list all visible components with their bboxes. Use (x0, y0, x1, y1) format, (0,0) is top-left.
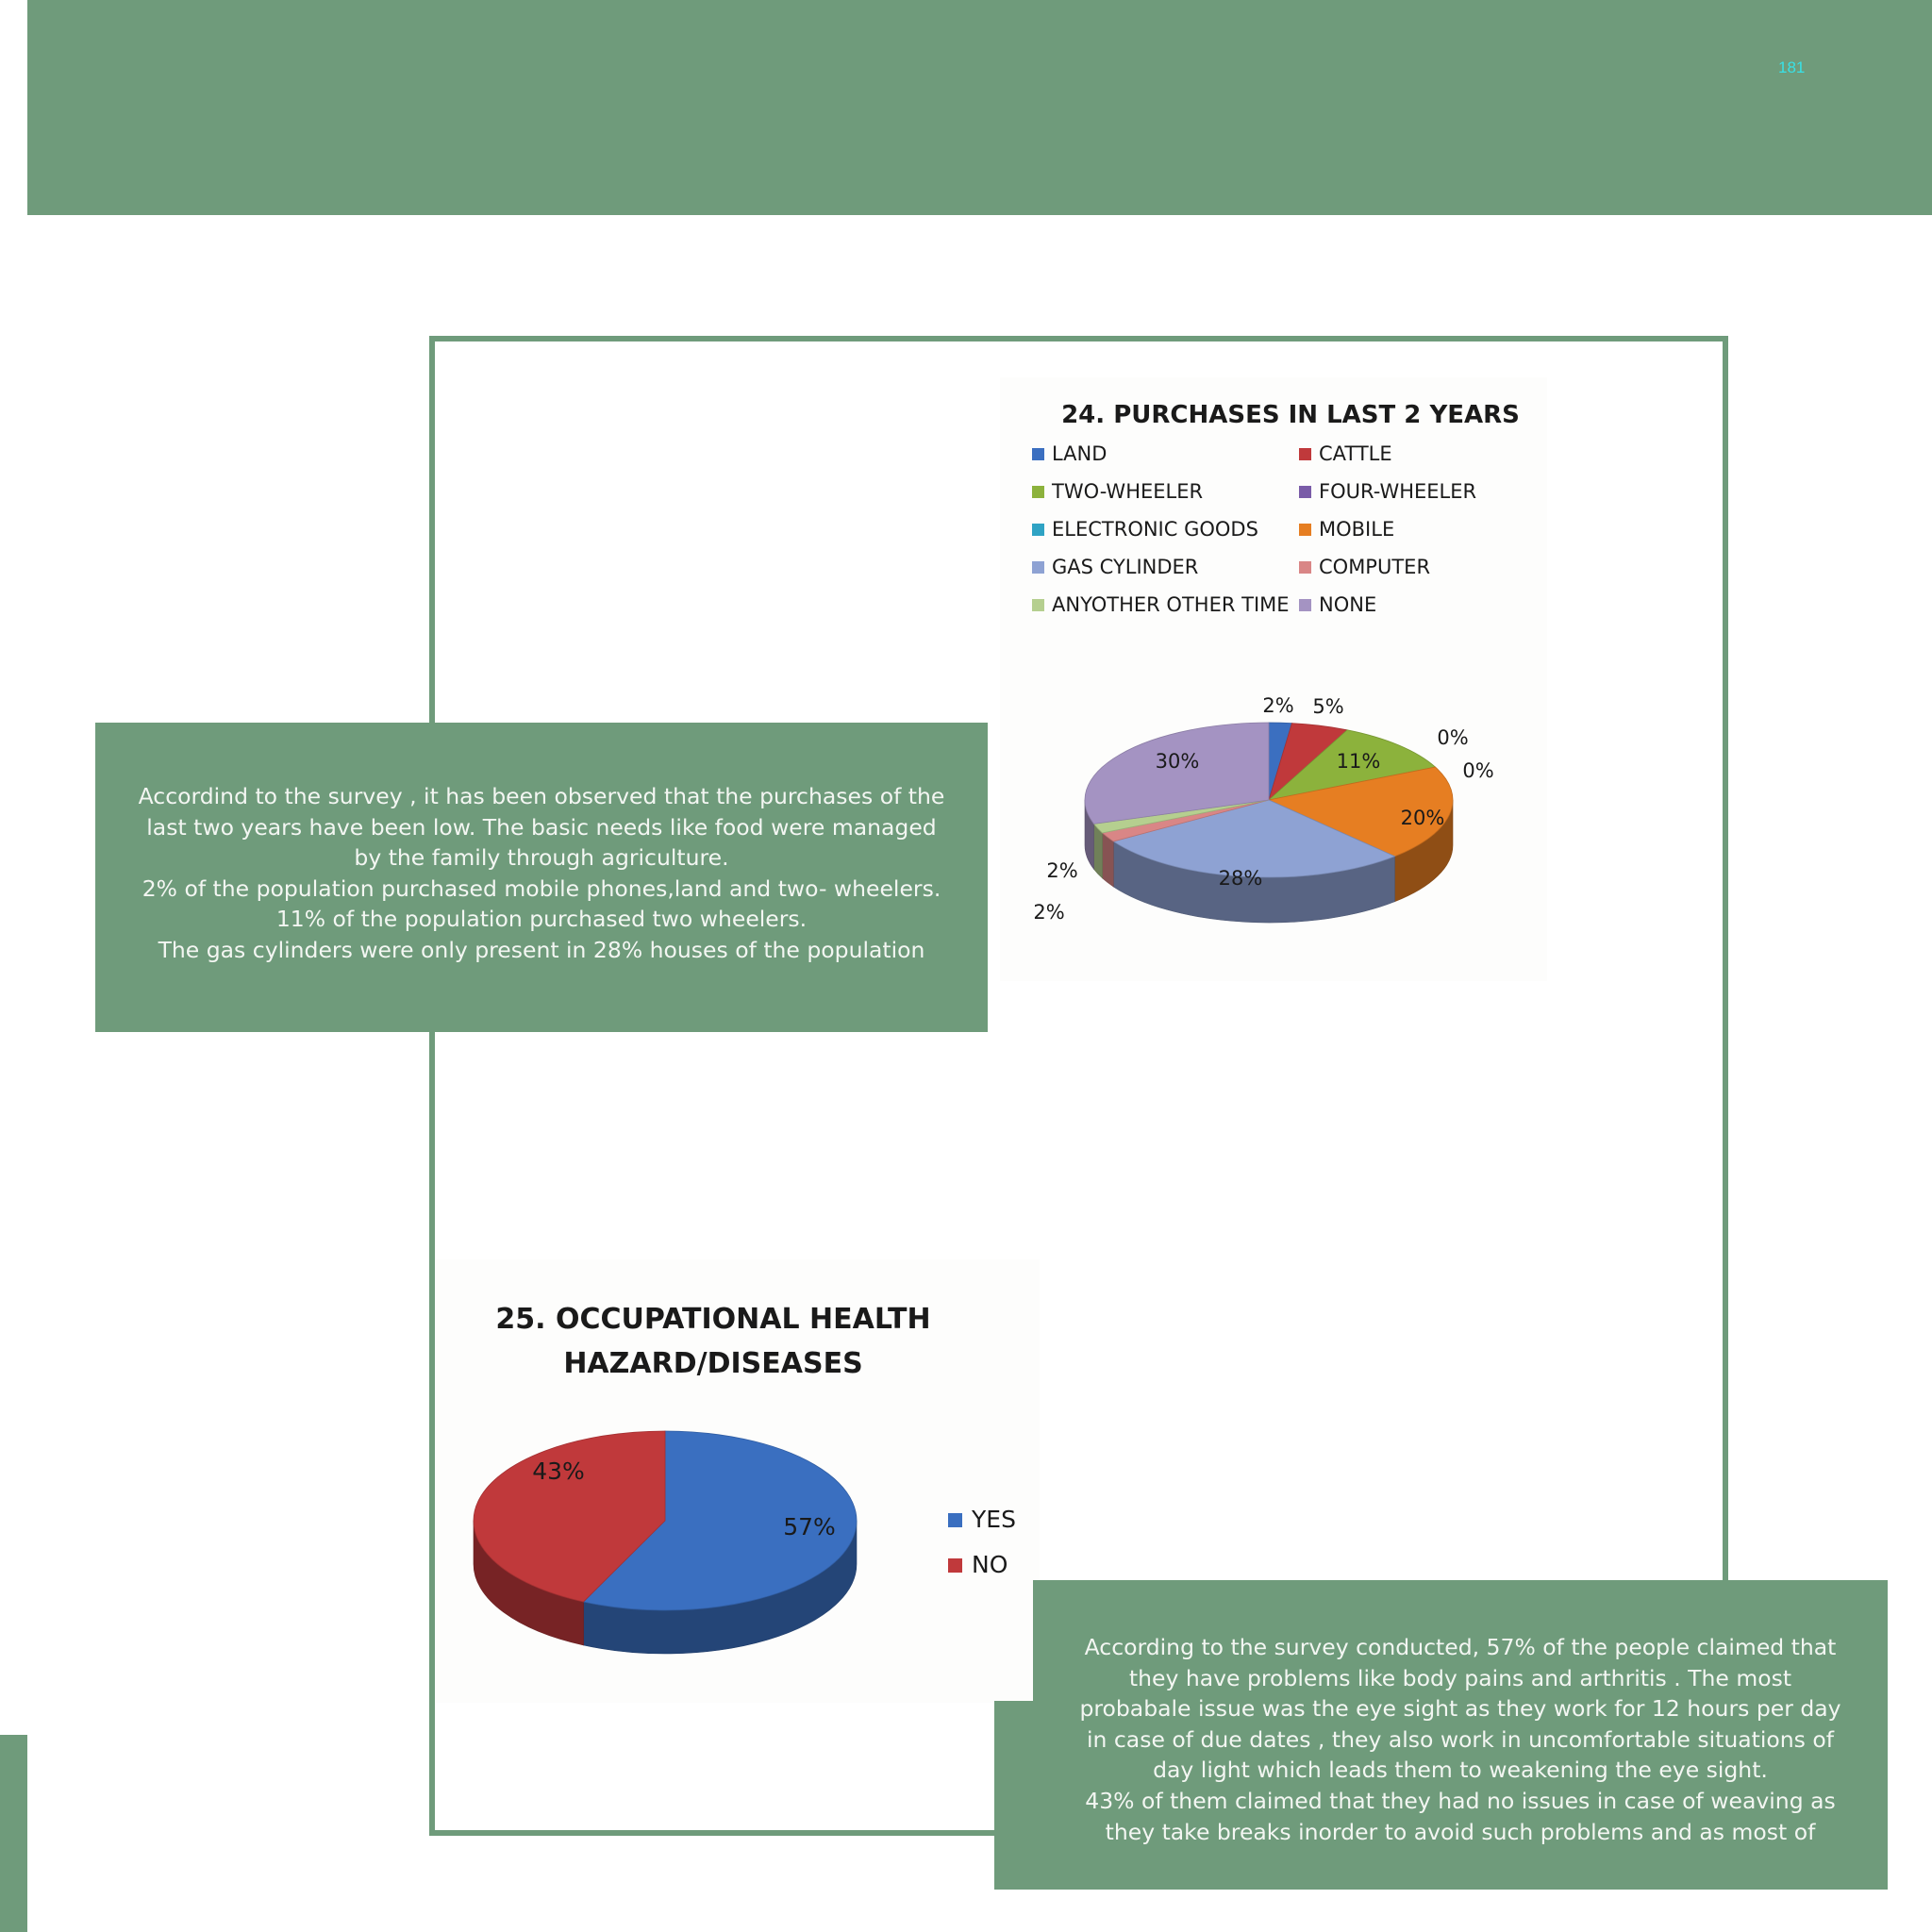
chart-occupational (436, 1259, 1040, 1703)
legend-swatch (1299, 599, 1311, 611)
health-summary-text (1033, 1632, 1888, 1877)
summary-line: 43% of them claimed that they had no issues in case of weaving as (1085, 1787, 1836, 1814)
summary-line: last two years have been low. The basic needs like food were managed (146, 813, 937, 841)
legend-swatch (1032, 448, 1044, 460)
pie-top (1085, 723, 1453, 877)
legend-label: NONE (1319, 593, 1377, 616)
legend-label: YES (972, 1506, 1016, 1533)
summary-line: 2% of the population purchased mobile phones,land and two- wheelers. (142, 874, 941, 902)
page-number: 181 (1778, 58, 1806, 76)
summary-line: The gas cylinders were only present in 28% houses of the population (158, 936, 925, 963)
summary-line: they have problems like body pains and arthritis . The most (1128, 1664, 1792, 1691)
legend-label: ELECTRONIC GOODS (1052, 518, 1258, 541)
summary-line: 11% of the population purchased two wheelers. (275, 906, 808, 932)
legend-label: GAS CYLINDER (1052, 556, 1199, 578)
data-label: 5% (1312, 695, 1344, 718)
legend-swatch (948, 1558, 962, 1573)
pie-side-computer (1103, 833, 1114, 887)
chart-title (495, 1303, 930, 1380)
data-label: 0% (1462, 759, 1494, 782)
purchases-summary-box (95, 723, 988, 1032)
legend-swatch (1299, 448, 1311, 460)
legend-swatch (1299, 524, 1311, 536)
summary-line: in case of due dates , they also work in uncomfortable situations of (1086, 1725, 1835, 1753)
legend-label: COMPUTER (1319, 556, 1431, 578)
data-label: 43% (532, 1457, 585, 1485)
legend-swatch (948, 1513, 962, 1527)
legend-swatch (1032, 599, 1044, 611)
summary-line: by the family through agriculture. (354, 844, 729, 871)
data-label: 2% (1046, 859, 1078, 882)
legend-swatch (1032, 524, 1044, 536)
legend-label: FOUR-WHEELER (1319, 480, 1477, 503)
legend-swatch (1299, 561, 1311, 574)
summary-line: they take breaks inorder to avoid such problems and as most of (1105, 1818, 1816, 1845)
chart-purchases (1000, 377, 1547, 981)
data-label: 28% (1218, 867, 1263, 890)
data-label: 2% (1033, 901, 1065, 924)
chart-panel-purchases (1000, 377, 1547, 981)
legend-label: NO (972, 1551, 1008, 1578)
chart-legend (948, 1506, 1016, 1578)
data-label: 11% (1336, 750, 1381, 773)
legend-swatch (1032, 561, 1044, 574)
legend-swatch (1299, 486, 1311, 498)
chart-panel-occupational (436, 1259, 1040, 1703)
summary-line: probabale issue was the eye sight as they work for 12 hours per day (1079, 1695, 1841, 1723)
chart-title-line: 25. OCCUPATIONAL HEALTH (495, 1303, 931, 1336)
left-accent-strip (0, 1735, 27, 1932)
summary-line: Accordind to the survey , it has been observed that the purchases of the (138, 783, 945, 809)
legend-label: TWO-WHEELER (1052, 480, 1204, 503)
chart-title: 24. PURCHASES IN LAST 2 YEARS (1061, 401, 1520, 429)
chart-legend (1032, 442, 1476, 616)
summary-line: day light which leads them to weakening the eye sight. (1153, 1757, 1768, 1784)
legend-label: CATTLE (1319, 442, 1392, 465)
data-label: 57% (783, 1513, 836, 1541)
legend-label: ANYOTHER OTHER TIME (1052, 593, 1290, 616)
legend-label: LAND (1052, 442, 1108, 465)
data-label: 30% (1155, 750, 1200, 773)
data-label: 2% (1262, 694, 1294, 717)
chart-title-line: HAZARD/DISEASES (563, 1347, 863, 1380)
legend-swatch (1032, 486, 1044, 498)
legend-label: MOBILE (1319, 518, 1395, 541)
data-label: 0% (1437, 726, 1469, 749)
data-label: 20% (1400, 807, 1445, 829)
summary-line: According to the survey conducted, 57% of the people claimed that (1084, 1634, 1837, 1660)
header-band (27, 0, 1932, 215)
